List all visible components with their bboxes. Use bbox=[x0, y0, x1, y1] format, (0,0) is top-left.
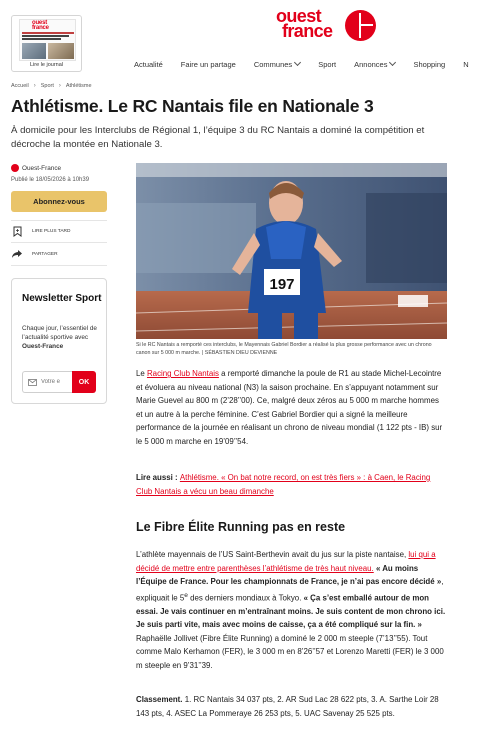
subscribe-button[interactable]: Abonnez-vous bbox=[11, 191, 107, 212]
share-button[interactable] bbox=[11, 248, 58, 260]
newsletter-email-field[interactable] bbox=[22, 371, 72, 393]
newsletter-submit-button[interactable]: OK bbox=[72, 371, 96, 393]
section-heading: Le Fibre Élite Running pas en reste bbox=[136, 520, 346, 534]
article-lead: À domicile pour les Interclubs de Régional 1, l’équipe 3 du RC Nantais a dominé la compétition et décroche la montée en Nationale 3. bbox=[11, 125, 425, 150]
nav-label: Faire un partage bbox=[180, 59, 236, 69]
newsletter-box bbox=[11, 278, 107, 404]
classement-label: Classement. bbox=[136, 695, 183, 704]
divider bbox=[11, 265, 107, 266]
logo-circle-icon bbox=[345, 10, 376, 41]
main-nav bbox=[134, 56, 469, 72]
chevron-down-icon bbox=[389, 59, 396, 66]
newsletter-title: Newsletter Sport bbox=[22, 293, 102, 304]
nav-item-actualite[interactable] bbox=[134, 58, 163, 70]
newsletter-description bbox=[22, 324, 102, 351]
nav-label: N bbox=[463, 59, 469, 69]
article-paragraph bbox=[136, 548, 446, 672]
newspaper-cover-image bbox=[19, 19, 76, 61]
newspaper-thumbnail[interactable] bbox=[11, 15, 82, 72]
nav-label: Sport bbox=[318, 59, 337, 69]
newsletter-desc-brand: Ouest-France bbox=[22, 343, 64, 350]
nav-item-more[interactable] bbox=[463, 58, 468, 70]
nav-label: Actualité bbox=[134, 59, 163, 69]
bookmark-icon bbox=[11, 225, 23, 237]
read-later-label: LIRE PLUS TARD bbox=[32, 228, 71, 234]
breadcrumb-athletisme[interactable]: Athlétisme bbox=[65, 83, 92, 89]
read-also-link[interactable]: Athlétisme. « On bat notre record, on est très fiers » : à Caen, le Racing Club Nantais a vécu un beau dimanche bbox=[136, 473, 431, 496]
newspaper-headline-lines bbox=[22, 32, 74, 41]
chevron-right-icon: › bbox=[58, 83, 61, 89]
chevron-right-icon: › bbox=[33, 83, 36, 89]
paragraph-text: Le bbox=[136, 369, 147, 378]
quote-text: « Au moins l’Équipe de France. Pour les championnats de France, je n’ai pas encore décidé » bbox=[136, 563, 442, 586]
source-name: Ouest-France bbox=[22, 164, 62, 172]
article-source bbox=[11, 164, 61, 172]
racing-club-nantais-link[interactable]: Racing Club Nantais bbox=[146, 369, 219, 378]
article-paragraph bbox=[136, 367, 446, 448]
publish-date: Publié le 18/05/2026 à 10h39 bbox=[11, 177, 90, 183]
divider bbox=[11, 220, 107, 221]
read-also-label: Lire aussi : bbox=[136, 473, 180, 482]
athletisme-haut-niveau-link[interactable]: lui qui a décidé de mettre entre parenthèses l’athlétisme de très haut niveau. bbox=[136, 550, 436, 573]
share-arrow-icon bbox=[11, 248, 23, 260]
nav-item-sport[interactable] bbox=[318, 58, 336, 70]
paragraph-text: , expliquait le 5 bbox=[136, 577, 444, 603]
ouest-france-dot-icon bbox=[11, 164, 19, 172]
classement-paragraph bbox=[136, 693, 446, 720]
paragraph-text: 1. RC Nantais 34 037 pts, 2. AR Sud Lac 28 622 pts, 3. A. Sarthe Loir 28 143 pts, 4. ASEC La Pommeraye 26 253 pts, 5. UAC Savenay 25 525 pts. bbox=[136, 695, 439, 718]
superscript: e bbox=[184, 591, 188, 599]
nav-item-partage[interactable] bbox=[181, 58, 236, 70]
newspaper-masthead: ouest france bbox=[32, 20, 49, 31]
read-newspaper-label: Lire le journal bbox=[29, 62, 64, 68]
newsletter-email-input[interactable] bbox=[41, 379, 71, 385]
breadcrumb-sport[interactable]: Sport bbox=[40, 83, 54, 89]
paragraph-text: L’athlète mayennais de l’US Saint-Berthevin avait du jus sur la piste nantaise, bbox=[136, 550, 409, 559]
article-photo[interactable] bbox=[136, 163, 447, 339]
nav-item-annonces[interactable] bbox=[354, 58, 395, 70]
nav-item-shopping[interactable] bbox=[413, 58, 445, 70]
photo-bib-number: 197 bbox=[269, 276, 295, 293]
nav-label: Shopping bbox=[413, 59, 446, 69]
mail-icon bbox=[28, 379, 37, 386]
paragraph-text: Raphaëlle Jollivet (Fibre Élite Running) a dominé le 2 000 m steeple (7’13’’55). Tout comme Malo Kerhamon (FER), le 3 000 m en 8’26’’57 et Lorenzo Maretti (FER) le 3 000 m steeple en 9’31’’39. bbox=[136, 633, 444, 670]
runner-photo-illustration bbox=[136, 163, 447, 339]
photo-caption: Si le RC Nantais a remporté ces interclubs, le Mayennais Gabriel Bordier a réalisé la plus grosse performance avec un chrono canon sur 5 000 m marche. | SÉBASTIEN DIEU DEVIENNE bbox=[136, 342, 432, 356]
logo-word-ouest: ouest bbox=[276, 6, 322, 26]
newspaper-photo bbox=[48, 43, 74, 59]
nav-label: Communes bbox=[253, 59, 293, 69]
paragraph-text: a remporté dimanche la poule de R1 au stade Michel-Lecointre et évoluera au niveau national (N3) la saison prochaine. En s’appuyant notamment sur Marie Guevel au 800 m (2’28’’00). Ce, malgré deux zéros au 5 000 m marche hommes et un autre à la perche féminine. C’est Gabriel Bordier qui a signé la meilleure performance de la journée en réalisant un chrono de niveau mondial (1 122 pts - IB) sur le 5 000 m marche en 19’09’’54. bbox=[136, 369, 443, 446]
breadcrumb bbox=[11, 83, 92, 89]
quote-text: « Ça s’est emballé autour de mon essai. Je vais continuer en m’entraînant moins. Je suis content de mon chrono ici. Je suis parti vite, mais avec moins de caisse, ça a été compliqué sur la fin. » bbox=[136, 593, 446, 630]
paragraph-text: des derniers mondiaux à Tokyo. bbox=[187, 593, 304, 603]
ouest-france-logo[interactable] bbox=[276, 8, 378, 42]
newsletter-desc-text: Chaque jour, l’essentiel de l’actualité sportive avec bbox=[22, 325, 97, 341]
chevron-down-icon bbox=[294, 59, 301, 66]
newspaper-photo bbox=[22, 43, 46, 59]
logo-word-france: france bbox=[282, 21, 333, 41]
read-also-paragraph bbox=[136, 471, 446, 498]
article-title: Athlétisme. Le RC Nantais file en Nationale 3 bbox=[11, 96, 374, 116]
read-later-button[interactable] bbox=[11, 225, 70, 237]
share-label: PARTAGER bbox=[32, 251, 58, 257]
divider bbox=[11, 242, 107, 243]
nav-item-communes[interactable] bbox=[254, 58, 300, 70]
breadcrumb-home[interactable]: Accueil bbox=[11, 83, 29, 89]
nav-label: Annonces bbox=[354, 59, 388, 69]
